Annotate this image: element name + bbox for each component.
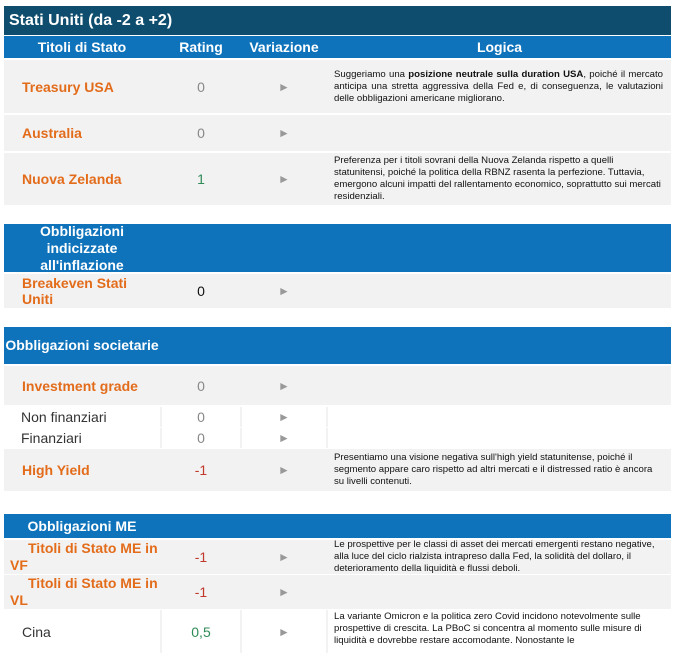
- table-row-high-yield: [4, 449, 671, 491]
- row-label: Non finanziari: [4, 407, 160, 427]
- section-header-inflation: [4, 224, 671, 272]
- row-rating: 0: [162, 366, 240, 405]
- row-label: Investment grade: [4, 366, 160, 405]
- table-row-australia: [4, 115, 671, 151]
- row-label: Breakeven Stati Uniti: [4, 274, 160, 308]
- row-rating: 0: [162, 407, 240, 427]
- row-rationale: Preferenza per i titoli sovrani della Nuova Zelanda rispetto a quelli statunitensi, poiché la politica della RBNZ rasenta la perfezione. Tuttavia, emergono alcuni impatti del rallentamento economico, soprattutto sui mercati residenziali.: [328, 153, 671, 205]
- row-rating: -1: [162, 449, 240, 491]
- section-title: Obbligazioni ME: [27, 517, 137, 534]
- column-header-titoli: Titoli di Stato: [37, 39, 127, 55]
- row-rating: 0: [162, 428, 240, 448]
- row-rationale: [328, 428, 671, 448]
- table-title: Stati Uniti (da -2 a +2): [4, 6, 671, 35]
- row-label: Titoli di Stato ME in VF: [4, 540, 160, 574]
- row-rationale: [328, 575, 671, 609]
- section-title: Obbligazioni indicizzate all'inflazione: [40, 222, 124, 273]
- table-row-em-local-currency: [4, 575, 671, 609]
- row-rationale: [328, 115, 671, 151]
- arrow-right-icon: ►: [242, 540, 326, 574]
- arrow-right-icon: ►: [242, 153, 326, 205]
- row-rating: 0,5: [162, 610, 240, 653]
- row-label: Nuova Zelanda: [4, 153, 160, 205]
- arrow-right-icon: ►: [242, 366, 326, 405]
- table-row-breakeven: [4, 274, 671, 308]
- row-label: Australia: [4, 115, 160, 151]
- arrow-right-icon: ►: [242, 60, 326, 113]
- table-row-em-hard-currency: [4, 540, 671, 574]
- section-header-corporate: [4, 327, 671, 364]
- column-header-rating: Rating: [179, 39, 223, 55]
- row-rating: 0: [162, 274, 240, 308]
- row-label: Cina: [4, 610, 160, 653]
- row-rating: -1: [162, 575, 240, 609]
- row-rationale: Suggeriamo una posizione neutrale sulla duration USA, poiché il mercato anticipa una stretta aggressiva della Fed e, di conseguenza, le valutazioni delle obbligazioni americane migliorano.: [328, 60, 671, 113]
- column-header-logica: Logica: [476, 39, 523, 55]
- arrow-right-icon: ►: [242, 428, 326, 448]
- column-header-row: [4, 36, 671, 58]
- row-rating: 1: [162, 153, 240, 205]
- row-rating: 0: [162, 115, 240, 151]
- row-rationale: [328, 274, 671, 308]
- section-header-em: [4, 514, 671, 538]
- row-label: Treasury USA: [4, 60, 160, 113]
- section-title: Obbligazioni societarie: [5, 337, 159, 353]
- row-label: Titoli di Stato ME in VL: [4, 575, 160, 609]
- row-rationale: Presentiamo una visione negativa sull'high yield statunitense, poiché il segmento appare caro rispetto ad altri mercati e il distressed ratio è ancora su livelli contenuti.: [328, 449, 671, 491]
- column-header-variazione: Variazione: [249, 39, 319, 55]
- row-label: High Yield: [4, 449, 160, 491]
- row-rationale: Le prospettive per le classi di asset dei mercati emergenti restano negative, alla luce del ciclo rialzista intrapreso dalla Fed, la solidità del dollaro, il deterioramento della liquidità e flussi deboli.: [328, 540, 671, 574]
- arrow-right-icon: ►: [242, 610, 326, 653]
- table-row-finanziari: [4, 428, 671, 448]
- arrow-right-icon: ►: [242, 115, 326, 151]
- arrow-right-icon: ►: [242, 274, 326, 308]
- row-rationale: [328, 407, 671, 427]
- arrow-right-icon: ►: [242, 407, 326, 427]
- table-row-investment-grade: [4, 366, 671, 405]
- table-row-treasury-usa: [4, 60, 671, 113]
- table-row-nuova-zelanda: [4, 153, 671, 205]
- row-rationale: La variante Omicron e la politica zero Covid incidono notevolmente sulle prospettive di crescita. La PBoC si concentra al momento sulle misure di liquidità e dovrebbe restare accomodante. Nonostante le: [328, 610, 671, 653]
- row-label: Finanziari: [4, 428, 160, 448]
- table-row-cina: [4, 610, 671, 653]
- arrow-right-icon: ►: [242, 575, 326, 609]
- row-rating: 0: [162, 60, 240, 113]
- table-row-non-finanziari: [4, 407, 671, 427]
- row-rationale: [328, 366, 671, 405]
- row-rating: -1: [162, 540, 240, 574]
- arrow-right-icon: ►: [242, 449, 326, 491]
